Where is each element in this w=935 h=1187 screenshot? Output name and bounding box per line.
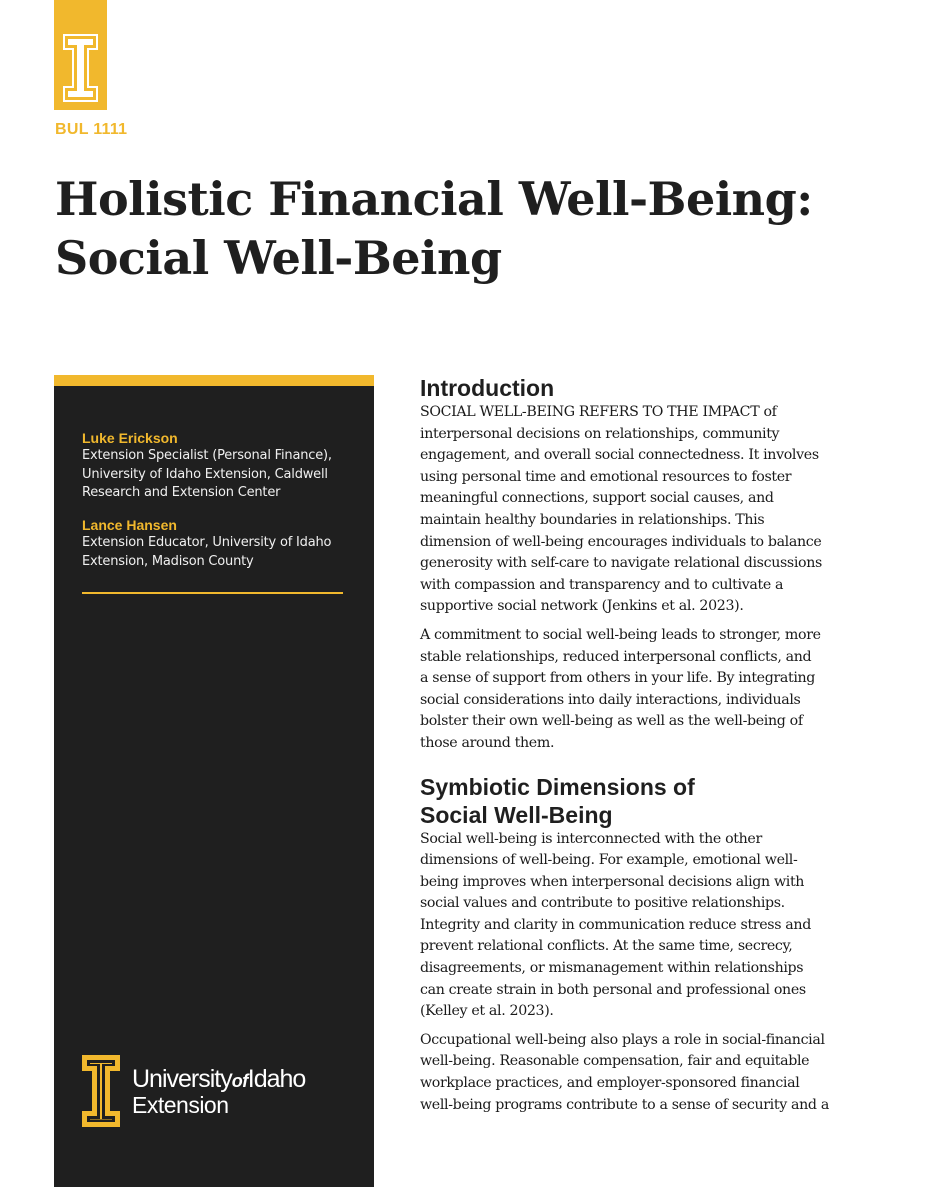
text-line: dimensions of well-being. For example, emotional well- [420,852,798,869]
text-line: engagement, and overall social connectedness. It involves [420,447,819,464]
text-line: dimension of well-being encourages individuals to balance [420,533,822,550]
wordmark-of: of [231,1071,248,1091]
logo-tab [54,0,107,110]
wordmark-unit: Extension [132,1092,229,1118]
body-paragraph [420,402,840,618]
text-line: meaningful connections, support social causes, and [420,490,774,507]
author-role-line: University of Idaho Extension, Caldwell [82,466,328,482]
author-role-line: Extension Specialist (Personal Finance), [82,448,332,463]
body-paragraph [420,625,840,755]
text-line: Integrity and clarity in communication reduce stress and [420,916,811,933]
title-line: Holistic Financial Well-Being: [55,172,813,226]
author-role-line: Research and Extension Center [82,485,281,500]
heading-line: Social Well-Being [420,801,613,828]
heading-line: Introduction [420,375,555,401]
text-line: using personal time and emotional resources to foster [420,468,792,485]
text-line: social considerations into daily interactions, individuals [420,691,801,708]
body-paragraph [420,829,840,1023]
author-card [82,516,362,571]
text-line: Social well-being is interconnected with the other [420,830,762,847]
text-line: interpersonal decisions on relationships, community [420,425,780,442]
section-heading [420,773,840,829]
author-card [82,429,362,503]
text-line: stable relationships, reduced interpersonal conflicts, and [420,648,812,665]
text-line: SOCIAL WELL-BEING REFERS TO THE IMPACT of [420,404,777,420]
title-line: Social Well-Being [55,231,502,285]
university-block-i-icon [63,34,98,102]
text-line: being improves when interpersonal decisions align with [420,873,805,890]
section-introduction [420,374,840,755]
main-content [420,374,840,1116]
author-name: Lance Hansen [82,517,177,533]
text-line: Occupational well-being also plays a role in social-financial [420,1031,825,1048]
heading-line: Symbiotic Dimensions of [420,773,695,800]
text-line: disagreements, or mismanagement within relationships [420,960,804,977]
section-heading [420,374,840,402]
text-line: those around them. [420,734,555,751]
text-line: with compassion and transparency and to cultivate a [420,576,784,593]
text-line: well-being. Reasonable compensation, fair and equitable [420,1053,810,1070]
university-logo [82,1055,362,1135]
text-line: bolster their own well-being as well as the well-being of [420,713,803,730]
section-symbiotic-dimensions [420,773,840,1117]
text-line: workplace practices, and employer-sponsored financial [420,1075,800,1092]
text-line: (Kelley et al. 2023). [420,1003,554,1020]
author-divider [82,592,343,594]
text-line: supportive social network (Jenkins et al. 2023). [420,598,744,615]
university-wordmark [132,1065,305,1095]
author-name: Luke Erickson [82,430,178,446]
text-line: well-being programs contribute to a sense of security and a [420,1096,829,1113]
text-line: generosity with self-care to navigate relational discussions [420,555,822,572]
body-paragraph [420,1030,840,1116]
university-block-i-icon [82,1055,120,1127]
text-line: a sense of support from others in your life. By integrating [420,670,816,687]
author-role-line: Extension Educator, University of Idaho [82,535,332,550]
text-line: can create strain in both personal and professional ones [420,981,806,998]
text-line: maintain healthy boundaries in relationships. This [420,511,765,528]
page-title [55,170,895,288]
text-line: prevent relational conflicts. At the same time, secrecy, [420,938,793,955]
text-line: A commitment to social well-being leads to stronger, more [420,626,821,643]
text-line: social values and contribute to positive relationships. [420,895,785,912]
author-role-line: Extension, Madison County [82,553,254,569]
bulletin-number: BUL 1111 [55,121,128,138]
wordmark-university: University [132,1065,232,1093]
author-sidebar [54,375,374,1187]
wordmark-idaho: Idaho [247,1065,306,1093]
